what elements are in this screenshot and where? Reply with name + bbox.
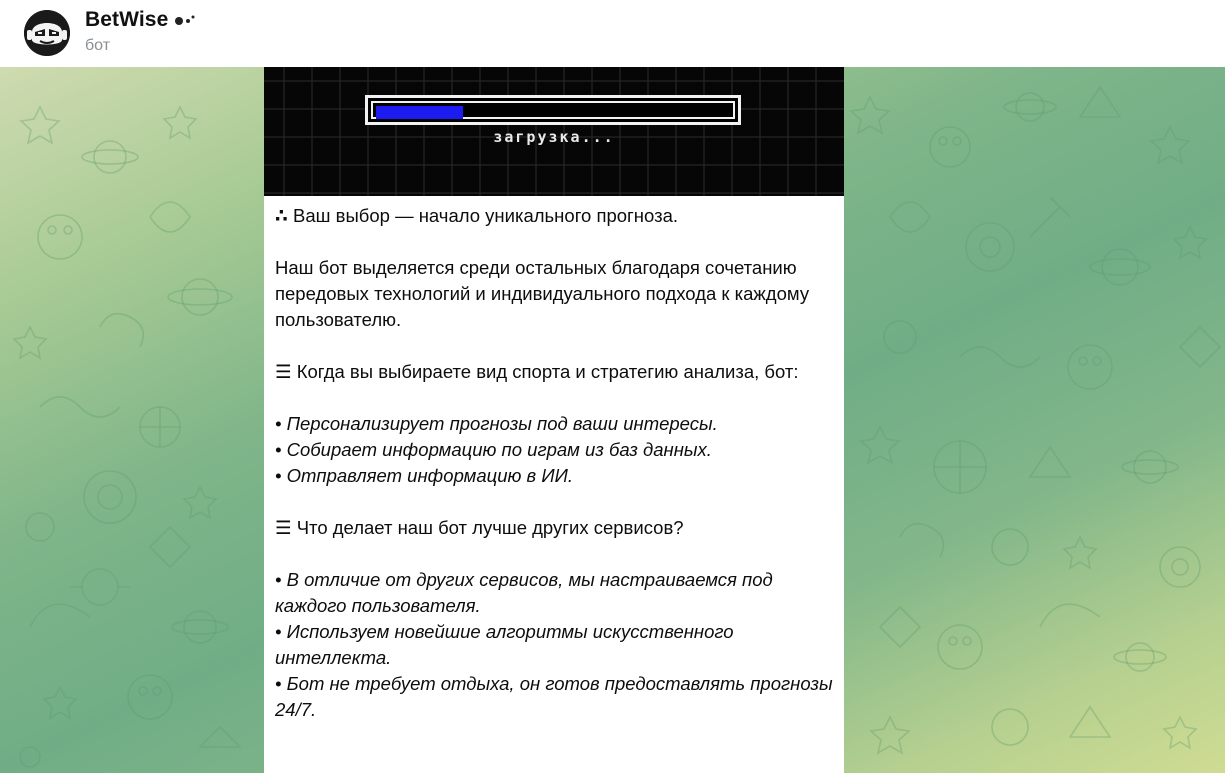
message-text xyxy=(275,203,835,723)
section1-heading: ☰ Когда вы выбираете вид спорта и стратегию анализа, бот: xyxy=(275,361,799,382)
progress-bar xyxy=(365,95,741,125)
list-item: • В отличие от других сервисов, мы настраиваемся под каждого пользователя. xyxy=(275,569,773,616)
intro-paragraph: Наш бот выделяется среди остальных благодаря сочетанию передовых технологий и индивидуального подхода к каждому пользователю. xyxy=(275,257,810,330)
section2-heading: ☰ Что делает наш бот лучше других сервисов? xyxy=(275,517,684,538)
loading-label: загрузка... xyxy=(493,128,615,146)
chat-header xyxy=(0,0,1225,67)
loading-animation[interactable] xyxy=(264,67,844,196)
message-bubble[interactable] xyxy=(264,67,844,773)
chat-subtitle: бот xyxy=(85,37,111,54)
list-item: • Собирает информацию по играм из баз данных. xyxy=(275,439,712,460)
list-item: • Используем новейшие алгоритмы искусственного интеллекта. xyxy=(275,621,734,668)
bot-avatar[interactable] xyxy=(24,10,70,56)
list-item: • Отправляет информацию в ИИ. xyxy=(275,465,573,486)
progress-bar-fill xyxy=(376,106,463,119)
status-dots-icon xyxy=(174,14,196,26)
intro-line xyxy=(275,203,835,229)
list-item: • Персонализирует прогнозы под ваши интересы. xyxy=(275,413,718,434)
chat-title[interactable]: BetWise xyxy=(85,8,169,31)
dots-icon: ∴ xyxy=(275,205,288,226)
robot-face-icon xyxy=(24,10,70,56)
intro-text: Ваш выбор — начало уникального прогноза. xyxy=(293,205,679,226)
list-item: • Бот не требует отдыха, он готов предоставлять прогнозы 24/7. xyxy=(275,673,833,720)
